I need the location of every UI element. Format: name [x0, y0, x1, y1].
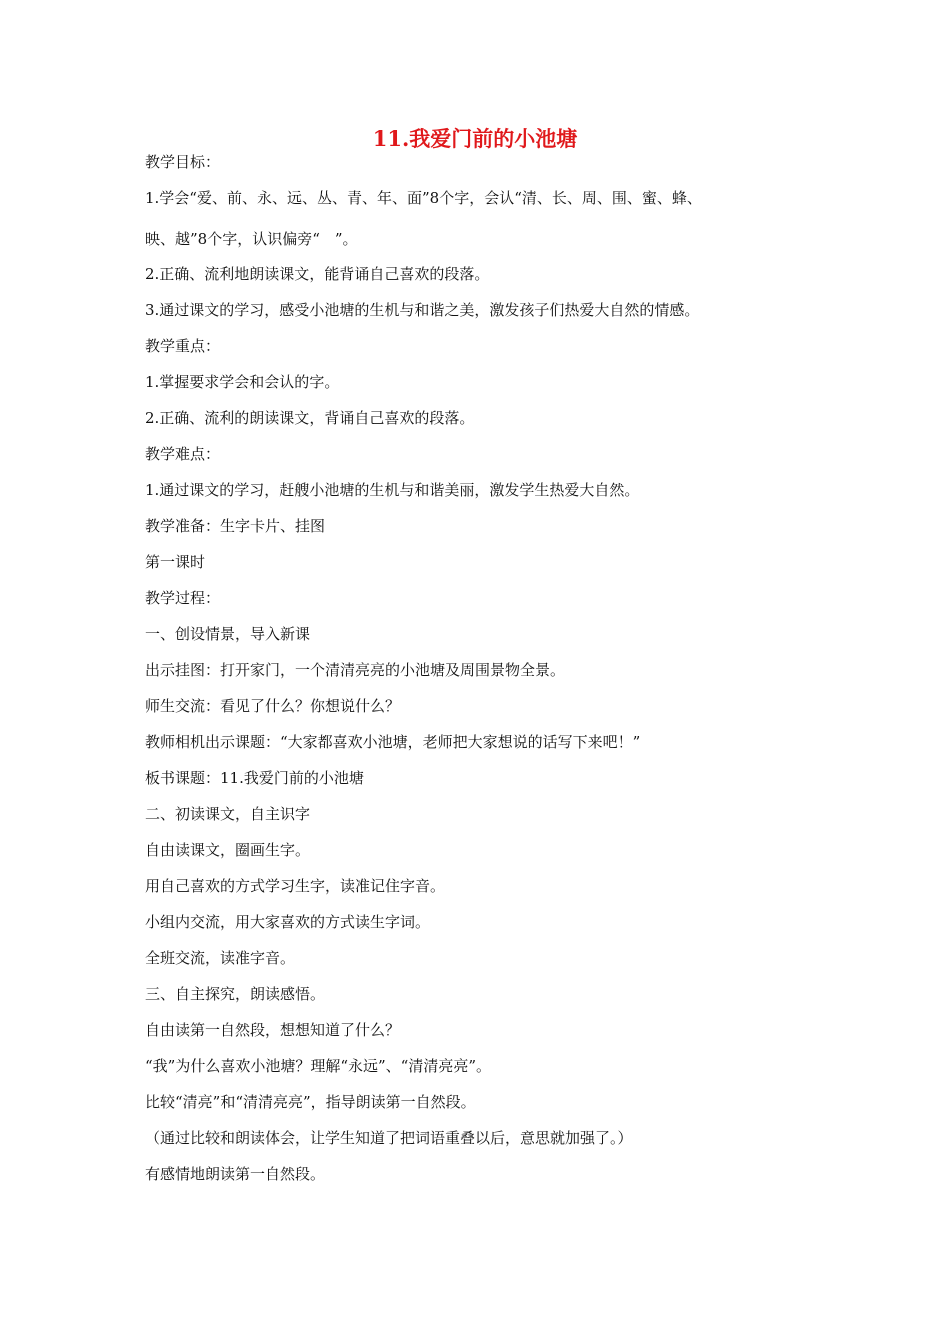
text-line: “我”为什么喜欢小池塘？理解“永远”、“清清亮亮”。: [145, 1057, 492, 1075]
text-line: 板书课题：11.我爱门前的小池塘: [145, 769, 364, 787]
text-line: 出示挂图：打开家门，一个清清亮亮的小池塘及周围景物全景。: [145, 661, 566, 679]
text-line: 教师相机出示课题：“大家都喜欢小池塘，老师把大家想说的话写下来吧！”: [145, 733, 641, 751]
text-line: 全班交流，读准字音。: [145, 949, 296, 967]
text-line: 第一课时: [145, 553, 206, 571]
text-line: 1.掌握要求学会和会认的字。: [145, 373, 340, 391]
text-line: 教学重点：: [145, 337, 221, 355]
text-line: （通过比较和朗读体会，让学生知道了把词语重叠以后，意思就加强了。）: [145, 1129, 633, 1147]
text-line: 一、创设情景，导入新课: [145, 625, 311, 643]
text-line: 教学难点：: [145, 445, 221, 463]
document-title: 11.我爱门前的小池塘: [372, 126, 578, 151]
text-line: 比较“清亮”和“清清亮亮”，指导朗读第一自然段。: [145, 1093, 476, 1111]
text-line: 小组内交流，用大家喜欢的方式读生字词。: [145, 913, 431, 931]
text-line: 2.正确、流利的朗读课文，背诵自己喜欢的段落。: [145, 409, 475, 427]
text-line: 二、初读课文，自主识字: [145, 805, 311, 823]
text-line: 映、越”8个字，认识偏旁“ ”。: [145, 230, 358, 248]
text-line: 2.正确、流利地朗读课文，能背诵自己喜欢的段落。: [145, 265, 490, 283]
text-line: 三、自主探究，朗读感悟。: [145, 985, 326, 1003]
text-line: 1.通过课文的学习，赶艘小池塘的生机与和谐美丽，激发学生热爱大自然。: [145, 481, 640, 499]
text-line: 教学过程：: [145, 589, 221, 607]
text-line: 3.通过课文的学习，感受小池塘的生机与和谐之美，激发孩子们热爱大自然的情感。: [145, 301, 700, 319]
text-line: 教学准备：生字卡片、挂图: [145, 517, 326, 535]
text-line: 师生交流：看见了什么？你想说什么？: [145, 697, 401, 715]
text-line: 有感情地朗读第一自然段。: [145, 1165, 326, 1183]
text-line: 自由读课文，圈画生字。: [145, 841, 311, 859]
text-line: 教学目标：: [145, 153, 221, 171]
text-line: 自由读第一自然段，想想知道了什么？: [145, 1021, 401, 1039]
text-line: 1.学会“爱、前、永、远、丛、青、年、面”8个字，会认“清、长、周、围、蜜、蜂、: [145, 189, 702, 207]
text-line: 用自己喜欢的方式学习生字，读准记住字音。: [145, 877, 446, 895]
